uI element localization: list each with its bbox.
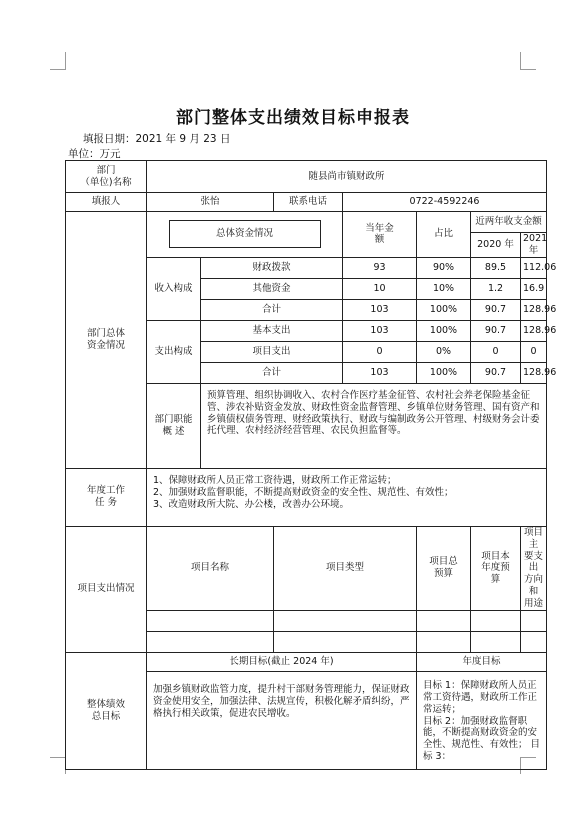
project-empty-cell	[521, 610, 547, 631]
funds-header-row	[66, 212, 547, 233]
long-term-goal-header: 长期目标(截止 2024 年)	[147, 652, 417, 671]
filler-name: 张怡	[147, 193, 274, 212]
report-table	[65, 160, 557, 770]
fund-row-2020: 90.7	[471, 299, 521, 320]
crop-mark-tl-h	[50, 69, 66, 70]
fill-date: 填报日期：2021 年 9 月 23 日	[83, 133, 231, 145]
dept-name-row	[66, 161, 547, 193]
fund-row-2020: 90.7	[471, 362, 521, 383]
fund-row-name: 财政拨款	[201, 257, 343, 278]
goals-label: 整体绩效 总目标	[66, 652, 147, 769]
funds-section-label: 部门总体 资金情况	[66, 212, 147, 469]
fund-row-amount: 103	[343, 320, 417, 341]
col-ratio: 占比	[417, 212, 471, 258]
col-project-direction: 项目主 要支出 方向和 用途	[521, 526, 547, 610]
fund-row-2020: 1.2	[471, 278, 521, 299]
projects-header-row	[66, 526, 547, 610]
crop-mark-tl-v	[65, 52, 66, 69]
fund-row-amount: 103	[343, 299, 417, 320]
dept-label: 部门 （单位)名称	[66, 161, 147, 193]
fund-row-2020: 89.5	[471, 257, 521, 278]
project-empty-cell	[417, 631, 471, 652]
fund-row-name: 合计	[201, 299, 343, 320]
fund-row-ratio: 100%	[417, 299, 471, 320]
fund-row-2020: 90.7	[471, 320, 521, 341]
overview-cell	[147, 212, 343, 258]
fund-row-amount: 0	[343, 341, 417, 362]
project-empty-cell	[471, 631, 521, 652]
crop-mark-bl-h	[50, 757, 66, 758]
fund-row-2021: 128.96	[521, 299, 547, 320]
col-project-name: 项目名称	[147, 526, 274, 610]
project-empty-cell	[521, 631, 547, 652]
overview-label: 总体资金情况	[169, 220, 321, 248]
phone-label: 联系电话	[274, 193, 343, 212]
project-empty-cell	[417, 610, 471, 631]
fund-row-2021: 112.06	[521, 257, 547, 278]
fund-row-2021: 128.96	[521, 320, 547, 341]
fund-row-name: 基本支出	[201, 320, 343, 341]
unit-label: 单位：万元	[68, 148, 121, 160]
fund-row-2021: 0	[521, 341, 547, 362]
project-empty-cell	[147, 610, 274, 631]
fund-row-amount: 93	[343, 257, 417, 278]
goals-header-row	[66, 652, 547, 671]
filler-row	[66, 193, 547, 212]
project-empty-cell	[471, 610, 521, 631]
fund-row-name: 项目支出	[201, 341, 343, 362]
fund-row-name: 其他资金	[201, 278, 343, 299]
duties-text: 预算管理、组织协调收入、农村合作医疗基金征管、农村社会养老保险基金征管、涉农补贴资金发放、财政性资金监督管理、乡镇单位财务管理、国有资产和乡镇债权债务管理、财经政策执行、财政与编制政务公开管理、村级财务会计委托代理、农村经济经营管理、农民负担监督等。	[201, 383, 547, 468]
project-empty-cell	[274, 631, 417, 652]
fund-row-2021: 16.9	[521, 278, 547, 299]
col-current-amount: 当年金 额	[343, 212, 417, 258]
projects-label: 项目支出情况	[66, 526, 147, 652]
fund-row-ratio: 100%	[417, 320, 471, 341]
year-2021-header: 2021 年	[521, 233, 547, 258]
fund-row-ratio: 90%	[417, 257, 471, 278]
phone-value: 0722-4592246	[343, 193, 547, 212]
year-2020-header: 2020 年	[471, 233, 521, 258]
fund-row-name: 合计	[201, 362, 343, 383]
annual-tasks-text: 1、保障财政所人员正常工资待遇，财政所工作正常运转； 2、加强财政监督职能，不断提高财政资金的安全性、规范性、有效性； 3、改造财政所大院、办公楼，改善办公环境。	[147, 468, 547, 526]
filler-label: 填报人	[66, 193, 147, 212]
project-empty-cell	[274, 610, 417, 631]
income-label: 收入构成	[147, 257, 201, 320]
annual-goal-text: 目标 1：保障财政所人员正常工资待遇，财政所工作正常运转； 目标 2：加强财政监督职能，不断提高财政资金的安全性、规范性、有效性； 目标 3：	[417, 671, 547, 769]
crop-mark-tr-h	[520, 69, 536, 70]
col-project-type: 项目类型	[274, 526, 417, 610]
project-empty-cell	[147, 631, 274, 652]
fund-row-amount: 103	[343, 362, 417, 383]
col-project-total: 项目总 预算	[417, 526, 471, 610]
fund-row-ratio: 100%	[417, 362, 471, 383]
crop-mark-tr-v	[520, 52, 521, 69]
annual-tasks-row	[66, 468, 547, 526]
fund-row-ratio: 0%	[417, 341, 471, 362]
dept-name-value: 随县尚市镇财政所	[147, 161, 547, 193]
annual-tasks-label: 年度工作 任 务	[66, 468, 147, 526]
fund-row-2020: 0	[471, 341, 521, 362]
fund-row-2021: 128.96	[521, 362, 547, 383]
col-project-annual: 项目本 年度预 算	[471, 526, 521, 610]
col-recent-years: 近两年收支金额	[471, 212, 547, 233]
duties-label: 部门职能 概 述	[147, 383, 201, 468]
document-title: 部门整体支出绩效目标申报表	[176, 108, 410, 128]
fund-row-amount: 10	[343, 278, 417, 299]
annual-goal-header: 年度目标	[417, 652, 547, 671]
expense-label: 支出构成	[147, 320, 201, 383]
fund-row-ratio: 10%	[417, 278, 471, 299]
long-term-goal-text: 加强乡镇财政监管力度，提升村干部财务管理能力，保证财政资金使用安全，加强法律、法规宣传，积极化解矛盾纠纷，严格执行相关政策，促进农民增收。	[147, 671, 417, 769]
